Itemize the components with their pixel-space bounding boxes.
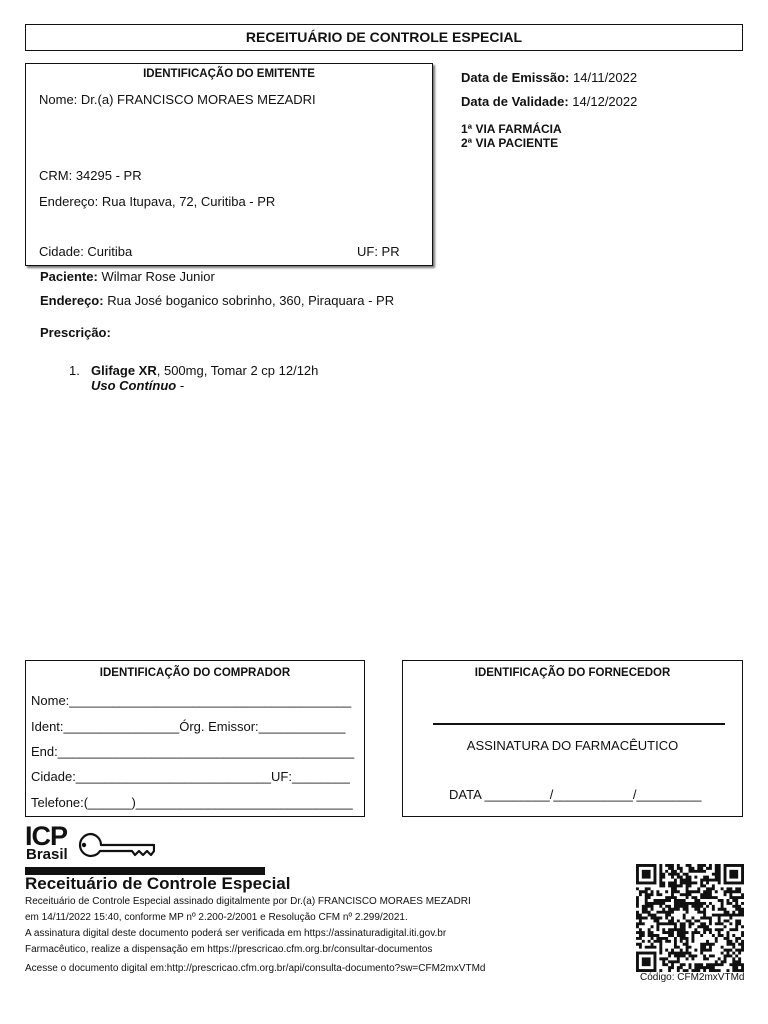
data-validade xyxy=(461,94,637,109)
key-icon xyxy=(77,830,155,860)
prescricao-item-usage xyxy=(91,378,184,393)
prescricao-item-num: 1. xyxy=(69,363,80,378)
data-emissao-label: Data de Emissão: xyxy=(461,70,570,85)
data-validade-label: Data de Validade: xyxy=(461,94,569,109)
fornecedor-data-field[interactable]: DATA _________/___________/_________ xyxy=(449,787,702,802)
paciente-endereco xyxy=(40,293,394,308)
comprador-telefone-field[interactable]: Telefone:(______)______________________________ xyxy=(31,795,353,810)
footer-line-3: A assinatura digital deste documento poderá ser verificada em https://assinaturadigital.iti.gov.br xyxy=(25,928,447,939)
prescricao-item-usage-text: Uso Contínuo xyxy=(91,378,177,393)
data-emissao xyxy=(461,70,637,85)
qr-finder-1 xyxy=(725,865,743,883)
emitente-heading: IDENTIFICAÇÃO DO EMITENTE xyxy=(143,68,315,80)
footer-line-4: Farmacêutico, realize a dispensação em https://prescricao.cfm.org.br/consultar-documentos xyxy=(25,944,433,955)
comprador-cidade-field[interactable]: Cidade:___________________________UF:________ xyxy=(31,769,350,784)
via-farmacia: 1ª VIA FARMÁCIA xyxy=(461,122,562,136)
prescricao-item-usage-suffix: - xyxy=(176,378,185,393)
paciente-nome-label: Paciente: xyxy=(40,269,98,284)
footer-line-2: em 14/11/2022 15:40, conforme MP nº 2.200-2/2001 e Resolução CFM nº 2.299/2021. xyxy=(25,912,408,923)
qr-code-icon xyxy=(634,864,746,972)
prescricao-item-drug: Glifage XR xyxy=(91,363,157,378)
comprador-nome-field[interactable]: Nome:_______________________________________ xyxy=(31,693,352,708)
emitente-box xyxy=(25,63,433,266)
paciente-endereco-label: Endereço: xyxy=(40,293,104,308)
qr-finder-0 xyxy=(637,865,655,883)
paciente-nome xyxy=(40,269,215,284)
via-paciente: 2ª VIA PACIENTE xyxy=(461,136,559,150)
icp-brasil-logo xyxy=(25,821,135,864)
fornecedor-heading: IDENTIFICAÇÃO DO FORNECEDOR xyxy=(474,667,671,679)
comprador-heading: IDENTIFICAÇÃO DO COMPRADOR xyxy=(99,667,291,679)
page-title: RECEITUÁRIO DE CONTROLE ESPECIAL xyxy=(245,29,523,45)
prescricao-label: Prescrição: xyxy=(40,325,111,340)
data-emissao-value: 14/11/2022 xyxy=(573,70,638,85)
footer-title: Receituário de Controle Especial xyxy=(25,874,291,893)
comprador-box xyxy=(25,660,365,817)
emitente-cidade: Cidade: Curitiba xyxy=(39,244,133,259)
comprador-ident-field[interactable]: Ident:________________Órg. Emissor:____________ xyxy=(31,719,346,734)
qr-modules xyxy=(636,864,744,972)
header-title-box xyxy=(25,24,743,51)
data-validade-value: 14/12/2022 xyxy=(572,94,638,109)
prescricao-item xyxy=(91,363,318,378)
paciente-endereco-value: Rua José boganico sobrinho, 360, Piraquara - PR xyxy=(107,293,395,308)
footer-line-1: Receituário de Controle Especial assinado digitalmente por Dr.(a) FRANCISCO MORAES MEZADRI xyxy=(25,896,471,907)
qr-finder-2 xyxy=(637,953,655,971)
paciente-nome-value: Wilmar Rose Junior xyxy=(101,269,215,284)
prescricao-item-detail: , 500mg, Tomar 2 cp 12/12h xyxy=(156,363,319,378)
emitente-crm: CRM: 34295 - PR xyxy=(39,168,142,183)
emitente-uf: UF: PR xyxy=(357,244,400,259)
signature-line xyxy=(433,723,725,725)
comprador-end-field[interactable]: End:_________________________________________ xyxy=(31,744,355,759)
emitente-endereco: Endereço: Rua Itupava, 72, Curitiba - PR xyxy=(39,194,276,209)
emitente-nome: Nome: Dr.(a) FRANCISCO MORAES MEZADRI xyxy=(39,92,316,107)
icp-logo-bottom: Brasil xyxy=(26,846,68,863)
assinatura-farmaceutico: ASSINATURA DO FARMACÊUTICO xyxy=(466,738,679,753)
footer-line-5: Acesse o documento digital em:http://prescricao.cfm.org.br/api/consulta-documento?sw=CFM2mxVTMd xyxy=(25,963,486,974)
codigo-label: Código: CFM2mxVTMd xyxy=(640,972,745,983)
icp-logo-top: ICP xyxy=(25,821,68,851)
fornecedor-box xyxy=(402,660,743,817)
